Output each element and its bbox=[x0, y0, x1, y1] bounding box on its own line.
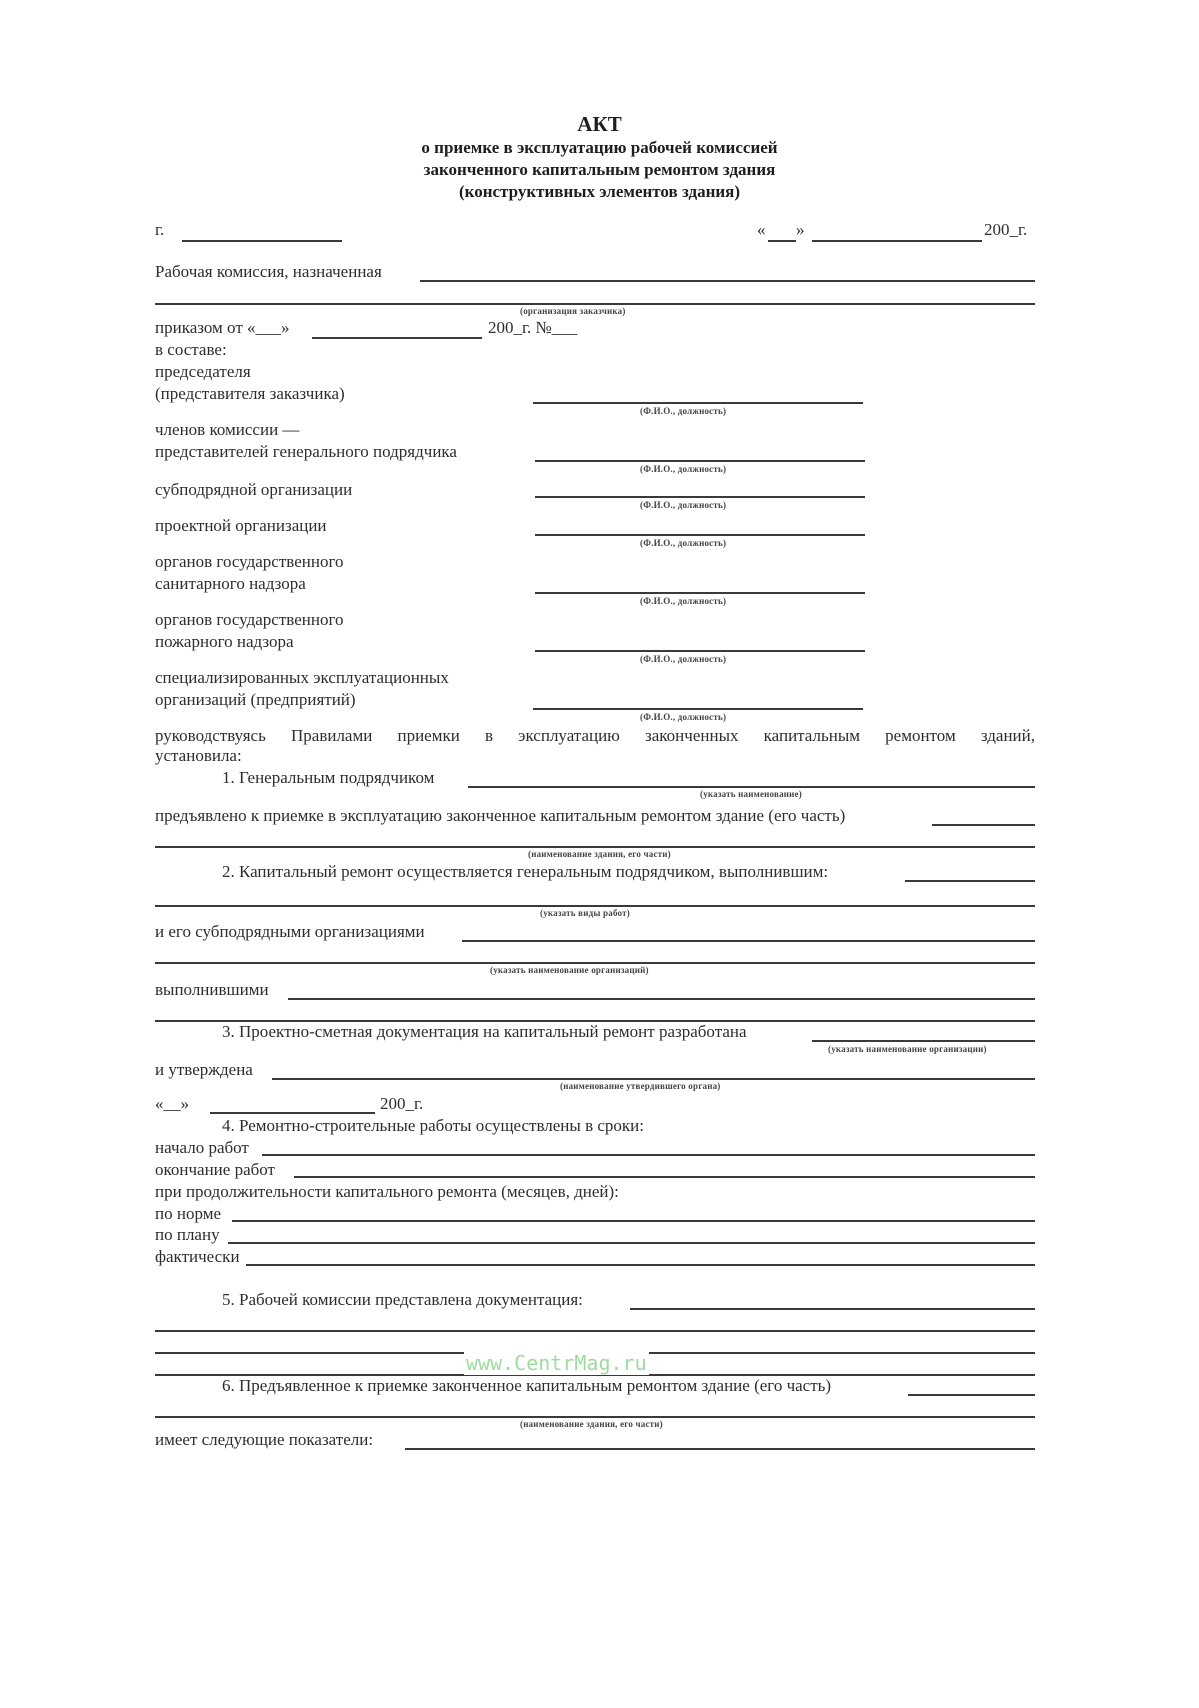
section-1-text: предъявлено к приемке в эксплуатацию законченное капитальным ремонтом здание (его часть) bbox=[155, 806, 846, 825]
section-2-label: 2. Капитальный ремонт осуществляется генеральным подрядчиком, выполнившим: bbox=[222, 862, 829, 881]
subcontractors-field-2[interactable] bbox=[155, 962, 1035, 964]
established-label: установила: bbox=[155, 746, 242, 765]
actual-label: фактически bbox=[155, 1247, 240, 1266]
hint-fio: (Ф.И.О., должность) bbox=[640, 464, 727, 474]
member-label: представителей генерального подрядчика bbox=[155, 442, 457, 461]
commission-org-field[interactable] bbox=[420, 280, 1035, 282]
plan-field[interactable] bbox=[228, 1242, 1035, 1244]
watermark: www.CentrMag.ru bbox=[466, 1351, 647, 1375]
member-design-org-field[interactable] bbox=[535, 534, 865, 536]
member-fire-field[interactable] bbox=[535, 650, 865, 652]
norm-label: по норме bbox=[155, 1204, 221, 1223]
date-year-label: 200_г. bbox=[984, 220, 1028, 239]
city-label: г. bbox=[155, 220, 165, 239]
date-day-field[interactable] bbox=[768, 240, 796, 242]
guided-text: руководствуясь Правилами приемки в эксплуатацию законченных капитальным ремонтом зданий, bbox=[155, 726, 1035, 745]
hint-design-org: (указать наименование организации) bbox=[828, 1044, 987, 1054]
section-1-label: 1. Генеральным подрядчиком bbox=[222, 768, 435, 787]
performed-field[interactable] bbox=[288, 998, 1035, 1000]
section-4-label: 4. Ремонтно-строительные работы осуществлены в сроки: bbox=[222, 1116, 644, 1135]
member-label: организаций (предприятий) bbox=[155, 690, 356, 709]
document-subtitle-2: законченного капитальным ремонтом здания bbox=[423, 160, 776, 179]
presented-building-field-2[interactable] bbox=[155, 1416, 1035, 1418]
hint-approving-body: (наименование утвердившего органа) bbox=[560, 1081, 721, 1091]
member-chairman-field[interactable] bbox=[533, 402, 863, 404]
member-label: субподрядной организации bbox=[155, 480, 353, 499]
hint-building: (наименование здания, его части) bbox=[520, 1419, 663, 1429]
date-close-quote: » bbox=[796, 220, 805, 239]
approved-field[interactable] bbox=[272, 1078, 1035, 1080]
hint-building: (наименование здания, его части) bbox=[528, 849, 671, 859]
approved-label: и утверждена bbox=[155, 1060, 253, 1079]
section-5-label: 5. Рабочей комиссии представлена документация: bbox=[222, 1290, 583, 1309]
hint-fio: (Ф.И.О., должность) bbox=[640, 712, 727, 722]
date-open-quote: « bbox=[757, 220, 766, 239]
hint-fio: (Ф.И.О., должность) bbox=[640, 538, 727, 548]
member-label: проектной организации bbox=[155, 516, 327, 535]
duration-label: при продолжительности капитального ремонта (месяцев, дней): bbox=[155, 1182, 619, 1201]
document-title: АКТ bbox=[577, 112, 622, 136]
member-label: санитарного надзора bbox=[155, 574, 306, 593]
approval-date-quote: «__» bbox=[155, 1094, 189, 1113]
member-label: членов комиссии — bbox=[155, 420, 300, 439]
works-field-2[interactable] bbox=[155, 905, 1035, 907]
section-6-label: 6. Предъявленное к приемке законченное капитальным ремонтом здание (его часть) bbox=[222, 1376, 832, 1395]
approval-date-field[interactable] bbox=[210, 1112, 375, 1114]
composition-label: в составе: bbox=[155, 340, 227, 359]
order-year-label: 200_г. №___ bbox=[488, 318, 578, 337]
end-field[interactable] bbox=[294, 1176, 1035, 1178]
subcontractors-field[interactable] bbox=[462, 940, 1035, 942]
hint-works: (указать виды работ) bbox=[540, 908, 630, 918]
member-label: органов государственного bbox=[155, 610, 344, 629]
hint-fio: (Ф.И.О., должность) bbox=[640, 406, 727, 416]
commission-org-field-2[interactable] bbox=[155, 303, 1035, 305]
member-label: специализированных эксплуатационных bbox=[155, 668, 449, 687]
start-field[interactable] bbox=[262, 1154, 1035, 1156]
documentation-field[interactable] bbox=[630, 1308, 1035, 1310]
hint-fio: (Ф.И.О., должность) bbox=[640, 596, 727, 606]
document-subtitle-1: о приемке в эксплуатацию рабочей комиссией bbox=[421, 138, 778, 157]
end-label: окончание работ bbox=[155, 1160, 275, 1179]
order-label: приказом от «___» bbox=[155, 318, 290, 337]
design-org-field[interactable] bbox=[812, 1040, 1035, 1042]
general-contractor-field[interactable] bbox=[468, 786, 1035, 788]
date-month-field[interactable] bbox=[812, 240, 982, 242]
start-label: начало работ bbox=[155, 1138, 249, 1157]
member-label: пожарного надзора bbox=[155, 632, 294, 651]
subcontractors-label: и его субподрядными организациями bbox=[155, 922, 425, 941]
member-label: органов государственного bbox=[155, 552, 344, 571]
approval-date-year: 200_г. bbox=[380, 1094, 424, 1113]
actual-field[interactable] bbox=[246, 1264, 1035, 1266]
document-subtitle-3: (конструктивных элементов здания) bbox=[458, 182, 741, 201]
section-3-label: 3. Проектно-сметная документация на капитальный ремонт разработана bbox=[222, 1022, 747, 1041]
norm-field[interactable] bbox=[232, 1220, 1035, 1222]
documentation-field-2[interactable] bbox=[155, 1330, 1035, 1332]
performed-label: выполнившими bbox=[155, 980, 269, 999]
member-label: (представителя заказчика) bbox=[155, 384, 345, 403]
city-field[interactable] bbox=[182, 240, 342, 242]
member-subcontractor-field[interactable] bbox=[535, 496, 865, 498]
member-sanitary-field[interactable] bbox=[535, 592, 865, 594]
commission-label: Рабочая комиссия, назначенная bbox=[155, 262, 382, 281]
member-operational-field[interactable] bbox=[533, 708, 863, 710]
hint-fio: (Ф.И.О., должность) bbox=[640, 500, 727, 510]
building-field-2[interactable] bbox=[155, 846, 1035, 848]
plan-label: по плану bbox=[155, 1225, 220, 1244]
indicators-label: имеет следующие показатели: bbox=[155, 1430, 374, 1449]
hint-name: (указать наименование) bbox=[700, 789, 802, 799]
indicators-field[interactable] bbox=[405, 1448, 1035, 1450]
works-field[interactable] bbox=[905, 880, 1035, 882]
member-label: председателя bbox=[155, 362, 251, 381]
hint-organizations: (указать наименование организаций) bbox=[490, 965, 649, 975]
member-general-contractor-field[interactable] bbox=[535, 460, 865, 462]
hint-org: (организация заказчика) bbox=[520, 306, 626, 316]
building-field[interactable] bbox=[932, 824, 1035, 826]
order-month-field[interactable] bbox=[312, 337, 482, 339]
presented-building-field[interactable] bbox=[908, 1394, 1035, 1396]
hint-fio: (Ф.И.О., должность) bbox=[640, 654, 727, 664]
